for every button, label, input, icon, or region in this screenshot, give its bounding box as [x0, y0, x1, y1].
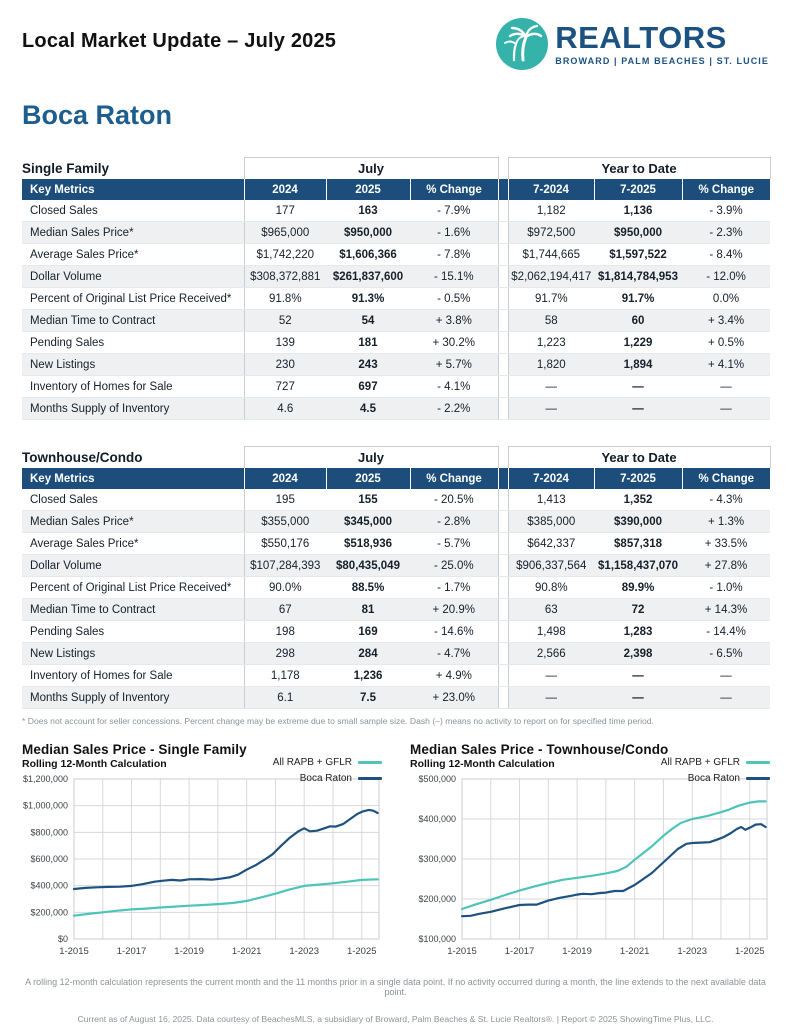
legend-label: All RAPB + GFLR	[272, 757, 352, 768]
rolling-calculation-note: A rolling 12-month calculation represents the current month and the 11 months prior in a single data point. If no activity occurred during a month, the line extends to the next available data point.	[25, 977, 766, 997]
column-gap	[498, 555, 508, 577]
metric-label: Percent of Original List Price Received*	[22, 288, 244, 310]
metric-label: Dollar Volume	[22, 266, 244, 288]
metric-value: 81	[326, 599, 410, 621]
metric-value: - 12.0%	[682, 266, 770, 288]
metric-value: $906,337,564	[508, 555, 594, 577]
market-title: Boca Raton	[22, 100, 173, 130]
x-axis-tick-label: 1-2017	[504, 946, 535, 957]
metric-value: 169	[326, 621, 410, 643]
metric-value: + 3.8%	[410, 310, 498, 332]
table-row	[22, 244, 770, 266]
metric-value: $1,606,366	[326, 244, 410, 266]
table-row	[22, 511, 770, 533]
column-header-row	[22, 468, 770, 489]
metric-value: - 25.0%	[410, 555, 498, 577]
metric-value: - 2.3%	[682, 222, 770, 244]
column-header: % Change	[410, 468, 498, 489]
column-header: Key Metrics	[22, 468, 244, 489]
metric-value: 198	[244, 621, 326, 643]
y-axis-tick-label: $0	[57, 934, 68, 944]
group-header-july: July	[244, 158, 498, 180]
column-header: 7-2024	[508, 468, 594, 489]
column-gap	[498, 577, 508, 599]
metric-value: 1,178	[244, 665, 326, 687]
series-line-boca-raton	[74, 810, 378, 889]
metric-value: 63	[508, 599, 594, 621]
y-axis-tick-label: $600,000	[30, 854, 68, 864]
metric-value: - 7.8%	[410, 244, 498, 266]
single-family-table	[22, 157, 771, 420]
table-row	[22, 310, 770, 332]
metric-label: New Listings	[22, 354, 244, 376]
chart-title: Median Sales Price - Townhouse/Condo	[410, 742, 669, 757]
metric-value: $518,936	[326, 533, 410, 555]
metric-value: 1,236	[326, 665, 410, 687]
metric-label: Months Supply of Inventory	[22, 398, 244, 420]
realtors-logo	[496, 18, 769, 70]
y-axis-tick-label: $1,200,000	[22, 774, 68, 784]
metric-value: 1,136	[594, 200, 682, 222]
metric-value: $1,814,784,953	[594, 266, 682, 288]
metric-value: 6.1	[244, 687, 326, 709]
table-row	[22, 599, 770, 621]
column-gap	[498, 643, 508, 665]
y-axis-tick-label: $100,000	[418, 934, 456, 944]
column-gap	[498, 489, 508, 511]
column-gap	[498, 511, 508, 533]
metric-value: + 5.7%	[410, 354, 498, 376]
metric-value: + 14.3%	[682, 599, 770, 621]
table-row	[22, 533, 770, 555]
column-header: 7-2025	[594, 468, 682, 489]
legend-line-swatch-teal	[358, 761, 382, 764]
metric-value: —	[508, 398, 594, 420]
metric-value: - 8.4%	[682, 244, 770, 266]
section-label: Single Family	[22, 158, 244, 180]
x-axis-tick-label: 1-2025	[346, 946, 377, 957]
y-axis-tick-label: $200,000	[418, 894, 456, 904]
metric-value: —	[682, 687, 770, 709]
legend-item	[661, 771, 770, 787]
metric-value: 7.5	[326, 687, 410, 709]
x-axis-tick-label: 1-2021	[231, 946, 262, 957]
page-header	[22, 18, 769, 70]
metric-value: 181	[326, 332, 410, 354]
townhouse-condo-table	[22, 446, 771, 709]
column-gap	[498, 244, 508, 266]
line-chart-townhouse-condo	[410, 773, 770, 965]
metric-value: —	[594, 665, 682, 687]
metric-value: 4.5	[326, 398, 410, 420]
metric-label: Pending Sales	[22, 332, 244, 354]
column-gap	[498, 332, 508, 354]
metric-value: $390,000	[594, 511, 682, 533]
metric-value: $550,176	[244, 533, 326, 555]
column-gap	[498, 179, 508, 200]
chart-townhouse-condo	[410, 742, 770, 965]
table-row	[22, 643, 770, 665]
legend-item	[661, 755, 770, 771]
table-row	[22, 332, 770, 354]
metric-value: 727	[244, 376, 326, 398]
legend-item	[273, 755, 382, 771]
line-chart-single-family	[22, 773, 382, 965]
column-header-row	[22, 179, 770, 200]
table-row	[22, 621, 770, 643]
y-axis-tick-label: $1,000,000	[22, 800, 68, 811]
metric-value: 1,223	[508, 332, 594, 354]
table-row	[22, 555, 770, 577]
group-header-row	[22, 158, 770, 180]
metric-value: 1,352	[594, 489, 682, 511]
logo-brand-text: REALTORS	[555, 20, 727, 55]
metric-value: 89.9%	[594, 577, 682, 599]
y-axis-tick-label: $300,000	[418, 854, 456, 864]
column-gap	[498, 621, 508, 643]
metric-label: Median Time to Contract	[22, 599, 244, 621]
column-header: 2025	[326, 179, 410, 200]
x-axis-tick-label: 1-2015	[447, 946, 477, 957]
y-axis-tick-label: $800,000	[30, 827, 68, 838]
chart-title: Median Sales Price - Single Family	[22, 742, 247, 757]
x-axis-tick-label: 1-2023	[289, 946, 319, 957]
metric-value: + 20.9%	[410, 599, 498, 621]
metric-value: + 3.4%	[682, 310, 770, 332]
metric-value: 1,413	[508, 489, 594, 511]
x-axis-tick-label: 1-2017	[116, 946, 147, 957]
metric-label: Average Sales Price*	[22, 244, 244, 266]
y-axis-tick-label: $200,000	[30, 907, 68, 918]
logo-wordmark	[555, 22, 769, 66]
metric-value: 1,820	[508, 354, 594, 376]
metric-label: New Listings	[22, 643, 244, 665]
table-row	[22, 222, 770, 244]
metric-value: - 20.5%	[410, 489, 498, 511]
table-row	[22, 489, 770, 511]
metric-value: - 1.7%	[410, 577, 498, 599]
column-gap	[498, 376, 508, 398]
table-row	[22, 376, 770, 398]
group-header-july: July	[244, 447, 498, 469]
metric-value: —	[508, 376, 594, 398]
metric-label: Closed Sales	[22, 489, 244, 511]
column-header: 2024	[244, 468, 326, 489]
metric-value: 58	[508, 310, 594, 332]
metric-value: + 23.0%	[410, 687, 498, 709]
metric-value: $1,158,437,070	[594, 555, 682, 577]
table-row	[22, 200, 770, 222]
column-header: % Change	[682, 179, 770, 200]
metric-value: - 3.9%	[682, 200, 770, 222]
metric-value: $1,597,522	[594, 244, 682, 266]
metric-value: 163	[326, 200, 410, 222]
metric-value: 60	[594, 310, 682, 332]
legend-line-swatch-navy	[746, 777, 770, 780]
metric-value: 72	[594, 599, 682, 621]
column-header: 7-2025	[594, 179, 682, 200]
metric-value: 243	[326, 354, 410, 376]
metric-label: Median Sales Price*	[22, 222, 244, 244]
metric-value: 0.0%	[682, 288, 770, 310]
chart-legend	[661, 755, 770, 786]
metric-value: 2,398	[594, 643, 682, 665]
group-header-ytd: Year to Date	[508, 447, 770, 469]
y-axis-tick-label: $500,000	[418, 774, 456, 784]
metric-value: 91.7%	[594, 288, 682, 310]
metric-value: - 6.5%	[682, 643, 770, 665]
metric-value: $950,000	[594, 222, 682, 244]
metric-value: —	[682, 398, 770, 420]
metric-value: 1,229	[594, 332, 682, 354]
metric-value: - 15.1%	[410, 266, 498, 288]
column-gap	[498, 200, 508, 222]
table-footnote: * Does not account for seller concessions. Percent change may be extreme due to small sample size. Dash (–) means no activity to report on for specified time period.	[22, 716, 654, 726]
chart-single-family	[22, 742, 382, 965]
palm-tree-icon	[496, 18, 548, 70]
metric-value: $2,062,194,417	[508, 266, 594, 288]
metric-value: $261,837,600	[326, 266, 410, 288]
metric-value: —	[682, 376, 770, 398]
column-header: 2025	[326, 468, 410, 489]
legend-item	[273, 771, 382, 787]
metric-value: 298	[244, 643, 326, 665]
column-gap	[498, 468, 508, 489]
x-axis-tick-label: 1-2023	[677, 946, 707, 957]
column-gap	[498, 288, 508, 310]
legend-line-swatch-navy	[358, 777, 382, 780]
metric-value: - 7.9%	[410, 200, 498, 222]
column-gap	[498, 665, 508, 687]
x-axis-tick-label: 1-2025	[734, 946, 765, 957]
metric-value: - 5.7%	[410, 533, 498, 555]
column-gap	[498, 687, 508, 709]
metric-label: Inventory of Homes for Sale	[22, 665, 244, 687]
metric-value: 1,283	[594, 621, 682, 643]
section-label: Townhouse/Condo	[22, 447, 244, 469]
group-header-ytd: Year to Date	[508, 158, 770, 180]
metric-value: —	[594, 398, 682, 420]
metric-value: + 4.9%	[410, 665, 498, 687]
chart-subtitle: Rolling 12-Month Calculation	[410, 758, 555, 770]
metric-value: 67	[244, 599, 326, 621]
legend-label: Boca Raton	[299, 772, 352, 784]
metric-value: - 4.1%	[410, 376, 498, 398]
metric-value: 284	[326, 643, 410, 665]
x-axis-tick-label: 1-2015	[59, 946, 89, 957]
metric-value: + 1.3%	[682, 511, 770, 533]
metric-value: - 14.4%	[682, 621, 770, 643]
legend-label: Boca Raton	[687, 772, 740, 784]
metric-value: $950,000	[326, 222, 410, 244]
metric-label: Months Supply of Inventory	[22, 687, 244, 709]
metric-value: + 33.5%	[682, 533, 770, 555]
metric-value: 90.0%	[244, 577, 326, 599]
metric-value: 230	[244, 354, 326, 376]
table-row	[22, 687, 770, 709]
metric-value: - 2.2%	[410, 398, 498, 420]
metric-label: Closed Sales	[22, 200, 244, 222]
metric-value: $642,337	[508, 533, 594, 555]
table-row	[22, 577, 770, 599]
metric-value: + 30.2%	[410, 332, 498, 354]
metric-value: 177	[244, 200, 326, 222]
column-gap	[498, 310, 508, 332]
column-gap	[498, 398, 508, 420]
metric-label: Median Time to Contract	[22, 310, 244, 332]
column-header: % Change	[682, 468, 770, 489]
column-gap	[498, 599, 508, 621]
metric-value: $107,284,393	[244, 555, 326, 577]
x-axis-tick-label: 1-2019	[174, 946, 204, 957]
column-gap	[498, 533, 508, 555]
column-header: 7-2024	[508, 179, 594, 200]
metric-value: 155	[326, 489, 410, 511]
group-gap	[498, 447, 508, 469]
metric-label: Median Sales Price*	[22, 511, 244, 533]
metric-value: 88.5%	[326, 577, 410, 599]
logo-tagline: BROWARD | PALM BEACHES | ST. LUCIE	[555, 56, 769, 66]
metric-value: + 0.5%	[682, 332, 770, 354]
charts-section	[22, 742, 769, 965]
metric-value: $308,372,881	[244, 266, 326, 288]
metric-label: Percent of Original List Price Received*	[22, 577, 244, 599]
metric-value: - 1.6%	[410, 222, 498, 244]
metric-value: - 4.3%	[682, 489, 770, 511]
metric-value: 697	[326, 376, 410, 398]
column-header: % Change	[410, 179, 498, 200]
x-axis-tick-label: 1-2021	[619, 946, 650, 957]
metric-label: Inventory of Homes for Sale	[22, 376, 244, 398]
y-axis-tick-label: $400,000	[30, 880, 68, 891]
column-header: 2024	[244, 179, 326, 200]
metric-value: —	[682, 665, 770, 687]
metric-value: 2,566	[508, 643, 594, 665]
column-gap	[498, 266, 508, 288]
series-line-all-rapb-gflr	[74, 879, 378, 915]
metric-value: 90.8%	[508, 577, 594, 599]
column-header: Key Metrics	[22, 179, 244, 200]
metric-value: + 27.8%	[682, 555, 770, 577]
table-row	[22, 354, 770, 376]
metric-value: 52	[244, 310, 326, 332]
metric-value: - 1.0%	[682, 577, 770, 599]
metric-value: $1,744,665	[508, 244, 594, 266]
metric-value: $345,000	[326, 511, 410, 533]
y-axis-tick-label: $400,000	[418, 814, 456, 824]
metric-value: —	[594, 687, 682, 709]
metric-label: Average Sales Price*	[22, 533, 244, 555]
column-gap	[498, 222, 508, 244]
metric-value: $972,500	[508, 222, 594, 244]
metric-value: 1,894	[594, 354, 682, 376]
x-axis-tick-label: 1-2019	[562, 946, 592, 957]
metric-value: 91.3%	[326, 288, 410, 310]
metric-value: 54	[326, 310, 410, 332]
table-row	[22, 665, 770, 687]
metric-value: - 0.5%	[410, 288, 498, 310]
metric-value: 1,498	[508, 621, 594, 643]
metric-value: $965,000	[244, 222, 326, 244]
metric-value: —	[508, 687, 594, 709]
metric-value: —	[508, 665, 594, 687]
metric-value: —	[594, 376, 682, 398]
metric-value: $1,742,220	[244, 244, 326, 266]
chart-subtitle: Rolling 12-Month Calculation	[22, 758, 167, 770]
legend-label: All RAPB + GFLR	[660, 757, 740, 768]
metric-value: $385,000	[508, 511, 594, 533]
column-gap	[498, 354, 508, 376]
table-row	[22, 266, 770, 288]
series-line-boca-raton	[462, 824, 766, 916]
group-header-row	[22, 447, 770, 469]
metric-value: $857,318	[594, 533, 682, 555]
metric-value: + 4.1%	[682, 354, 770, 376]
chart-legend	[273, 755, 382, 786]
group-gap	[498, 158, 508, 180]
document-title: Local Market Update – July 2025	[22, 30, 337, 52]
metric-value: $80,435,049	[326, 555, 410, 577]
report-footer: Current as of August 16, 2025. Data courtesy of BeachesMLS, a subsidiary of Broward, Palm Beaches & St. Lucie Realtors®. | Report © 2025 ShowingTime Plus, LLC.	[77, 1014, 714, 1024]
metric-label: Pending Sales	[22, 621, 244, 643]
series-line-all-rapb-gflr	[462, 801, 766, 909]
metric-label: Dollar Volume	[22, 555, 244, 577]
metric-value: - 2.8%	[410, 511, 498, 533]
table-row	[22, 288, 770, 310]
metric-value: 139	[244, 332, 326, 354]
legend-line-swatch-teal	[746, 761, 770, 764]
metric-value: $355,000	[244, 511, 326, 533]
metric-value: - 14.6%	[410, 621, 498, 643]
table-row	[22, 398, 770, 420]
metric-value: 195	[244, 489, 326, 511]
metric-value: 1,182	[508, 200, 594, 222]
metric-value: 91.7%	[508, 288, 594, 310]
metric-value: 91.8%	[244, 288, 326, 310]
metric-value: - 4.7%	[410, 643, 498, 665]
metric-value: 4.6	[244, 398, 326, 420]
